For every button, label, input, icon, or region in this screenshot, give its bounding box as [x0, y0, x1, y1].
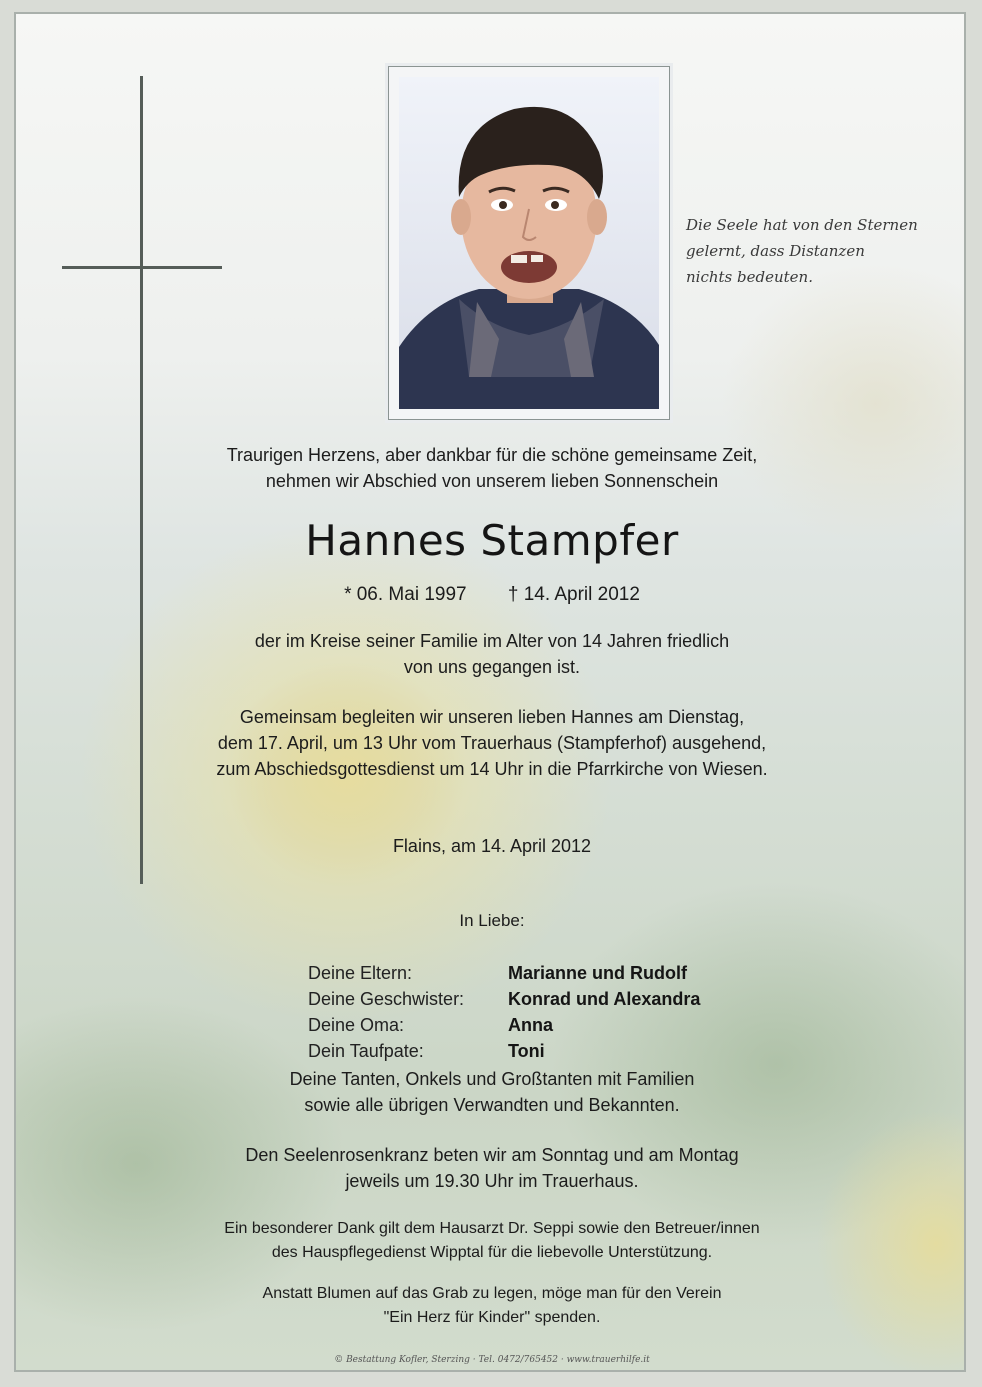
family-names: Konrad und Alexandra	[508, 989, 701, 1009]
intro-line: Traurigen Herzens, aber dankbar für die schöne gemeinsame Zeit,	[226, 445, 758, 465]
quote-line: Die Seele hat von den Sternen	[686, 216, 918, 234]
family-names: Toni	[508, 1041, 545, 1061]
thanks-line: des Hauspflegedienst Wipptal für die liebevolle Unterstützung.	[271, 1244, 713, 1261]
donation-line: Anstatt Blumen auf das Grab zu legen, möge man für den Verein	[262, 1285, 722, 1302]
passing-line: von uns gegangen ist.	[403, 657, 581, 677]
passing-text	[16, 628, 966, 680]
donation-line: "Ein Herz für Kinder" spenden.	[383, 1309, 601, 1326]
birth-date: * 06. Mai 1997	[344, 584, 467, 605]
family-role: Dein Taufpate:	[308, 1041, 424, 1061]
rosary-line: jeweils um 19.30 Uhr im Trauerhaus.	[345, 1171, 639, 1191]
funeral-details	[16, 704, 966, 782]
thanks-text	[16, 1217, 966, 1265]
memorial-quote	[686, 212, 966, 290]
obituary-card	[14, 12, 966, 1372]
passing-line: der im Kreise seiner Familie im Alter von 14 Jahren friedlich	[254, 631, 730, 651]
quote-line: nichts bedeuten.	[686, 268, 813, 286]
intro-line: nehmen wir Abschied von unserem lieben Sonnenschein	[265, 471, 719, 491]
donation-text	[16, 1282, 966, 1330]
place-and-date: Flains, am 14. April 2012	[392, 836, 592, 856]
deceased-name: Hannes Stampfer	[305, 516, 679, 565]
family-row	[308, 986, 908, 1012]
family-row	[308, 1038, 908, 1064]
funeral-line: Gemeinsam begleiten wir unseren lieben Hannes am Dienstag,	[239, 707, 745, 727]
family-row	[308, 960, 908, 986]
rosary-line: Den Seelenrosenkranz beten wir am Sonntag und am Montag	[245, 1145, 739, 1165]
family-names: Marianne und Rudolf	[508, 963, 687, 983]
death-date: † 14. April 2012	[507, 584, 640, 605]
intro-text	[16, 442, 966, 494]
quote-line: gelernt, dass Distanzen	[686, 242, 865, 260]
family-names: Anna	[508, 1015, 553, 1035]
relatives-line: Deine Tanten, Onkels und Großtanten mit Familien	[289, 1069, 695, 1089]
family-role: Deine Eltern:	[308, 963, 413, 983]
boy-portrait-image	[399, 77, 659, 409]
portrait-frame	[388, 66, 670, 420]
relatives-text	[16, 1066, 966, 1118]
funeral-line: dem 17. April, um 13 Uhr vom Trauerhaus (Stampferhof) ausgehend,	[217, 733, 767, 753]
family-role: Deine Oma:	[308, 1015, 405, 1035]
rosary-text	[16, 1142, 966, 1194]
footer-credit: © Bestattung Kofler, Sterzing · Tel. 0472/765452 · www.trauerhilfe.it	[334, 1355, 650, 1365]
family-list	[308, 960, 908, 1064]
funeral-line: zum Abschiedsgottesdienst um 14 Uhr in die Pfarrkirche von Wiesen.	[216, 759, 768, 779]
family-row	[308, 1012, 908, 1038]
life-dates	[16, 582, 966, 608]
thanks-line: Ein besonderer Dank gilt dem Hausarzt Dr. Seppi sowie den Betreuer/innen	[224, 1220, 760, 1237]
in-love-heading: In Liebe:	[459, 911, 525, 930]
family-role: Deine Geschwister:	[308, 989, 465, 1009]
cross-icon-horizontal	[62, 266, 222, 269]
portrait-photo	[399, 77, 659, 409]
relatives-line: sowie alle übrigen Verwandten und Bekannten.	[304, 1095, 680, 1115]
